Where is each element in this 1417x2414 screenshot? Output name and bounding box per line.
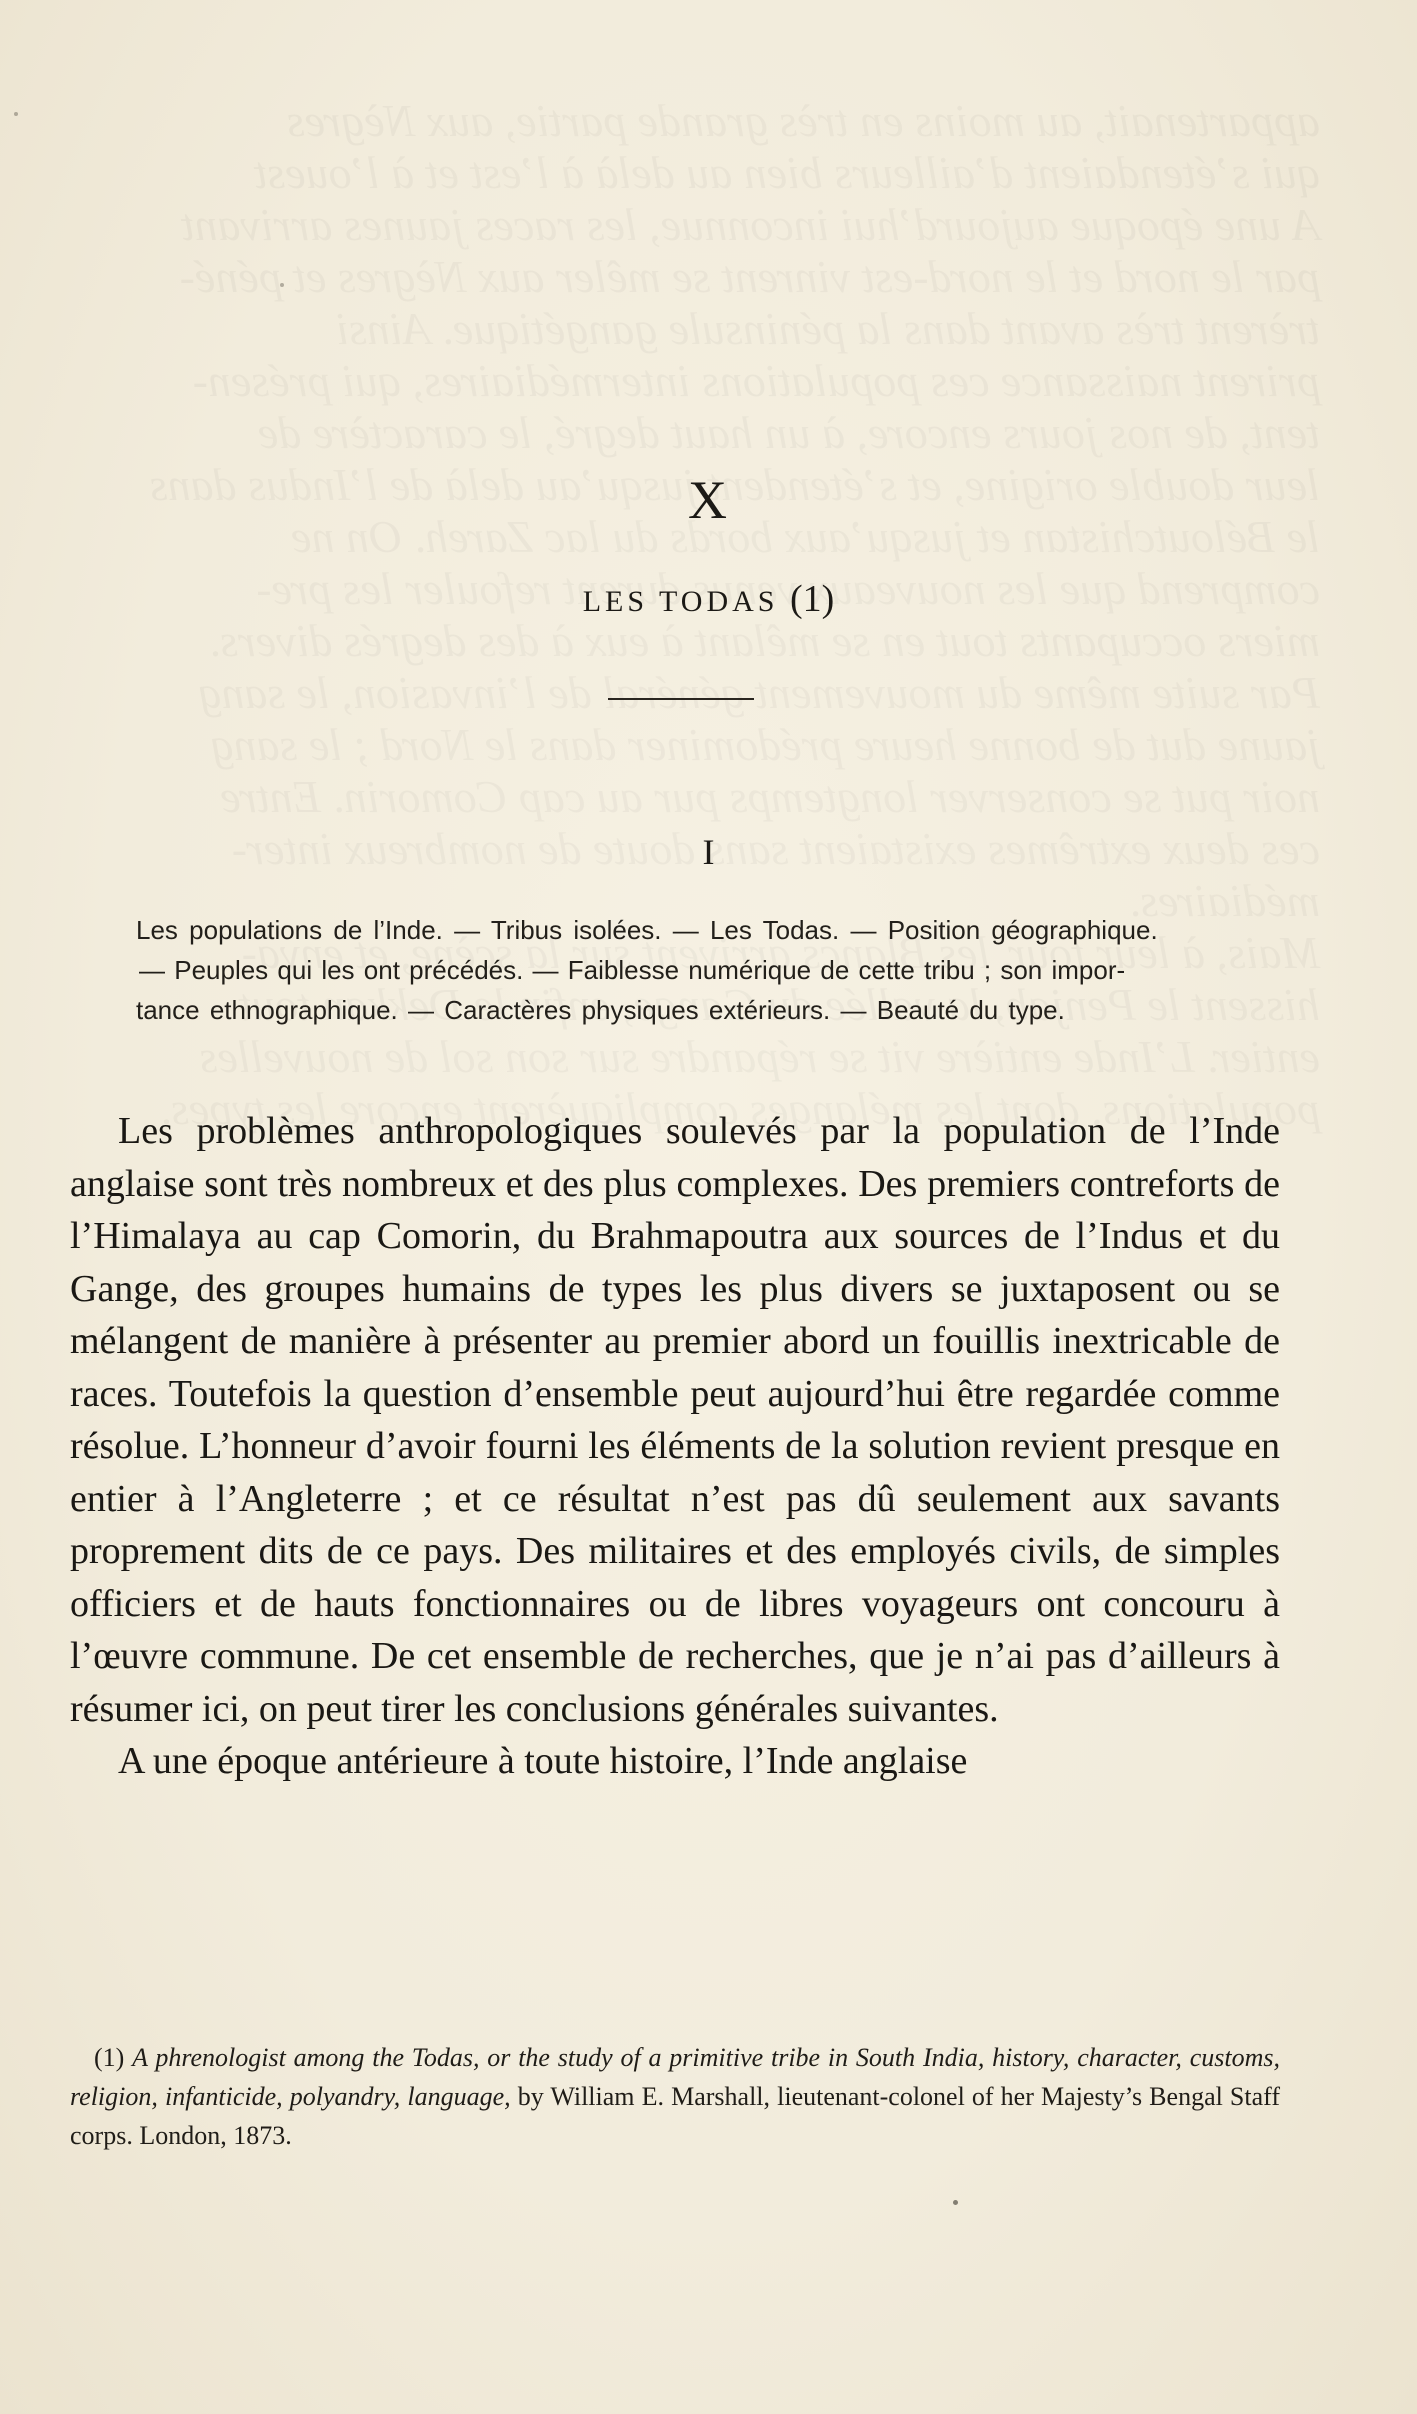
chapter-heading <box>0 577 1417 624</box>
chapter-title: LES TODAS <box>582 585 779 618</box>
body-text <box>70 1105 1280 1788</box>
section-number: I <box>702 832 715 872</box>
summary-line: tance ethnographique. — Caractères physiques extérieurs. — Beauté du type. <box>136 995 1065 1025</box>
summary-line: — Peuples qui les ont précédés. — Faiblesse numérique de cette tribu ; son impor- <box>139 955 1126 985</box>
paragraph: A une époque antérieure à toute histoire, l’Inde anglaise <box>118 1740 968 1782</box>
footnote-reference: (1) <box>789 578 835 620</box>
chapter-number: X <box>688 470 729 530</box>
summary-line: Les populations de l’Inde. — Tribus isolées. — Les Todas. — Position géographique. <box>136 915 1158 945</box>
paragraph: Les problèmes anthropologiques soulevés par la population de l’Inde anglaise sont très nombreux et des plus complexes. Des premiers contreforts de l’Himalaya au cap Comorin, du Brahmapoutra aux sources de l’Indus et du Gange, des groupes humains de types les plus divers se juxtaposent ou se mélangent de manière à présenter au premier abord un fouillis inextricable de races. Toutefois la question d’ensemble peut aujourd’hui être regardée comme résolue. L’honneur d’avoir fourni les éléments de la solution revient presque en entier à l’Angleterre ; et ce résultat n’est pas dû seulement aux savants proprement dits de ce pays. Des militaires et des employés civils, de simples officiers et de hauts fonctionnaires ou de libres voyageurs ont concouru à l’œuvre commune. De cet ensemble de recherches, que je n’ai pas d’ailleurs à résumer ici, on peut tirer les conclusions générales suivantes. <box>70 1110 1280 1730</box>
ink-speck <box>14 112 18 116</box>
ink-speck <box>953 2200 958 2205</box>
footnote-book-title: A phrenologist among the Todas, or the study of a primitive tribe in South India, history, character, customs, religion, infanticide, polyandry, language, <box>70 2043 1281 2111</box>
footnote-marker: (1) <box>94 2043 125 2072</box>
footnote-author: by William E. Marshall, lieutenant-colonel of her Majesty’s Bengal Staff corps. London, 1873. <box>70 2082 1281 2150</box>
ink-speck <box>280 283 284 287</box>
title-divider <box>608 698 754 700</box>
section-summary <box>136 910 1276 1030</box>
footnote <box>70 2038 1280 2155</box>
